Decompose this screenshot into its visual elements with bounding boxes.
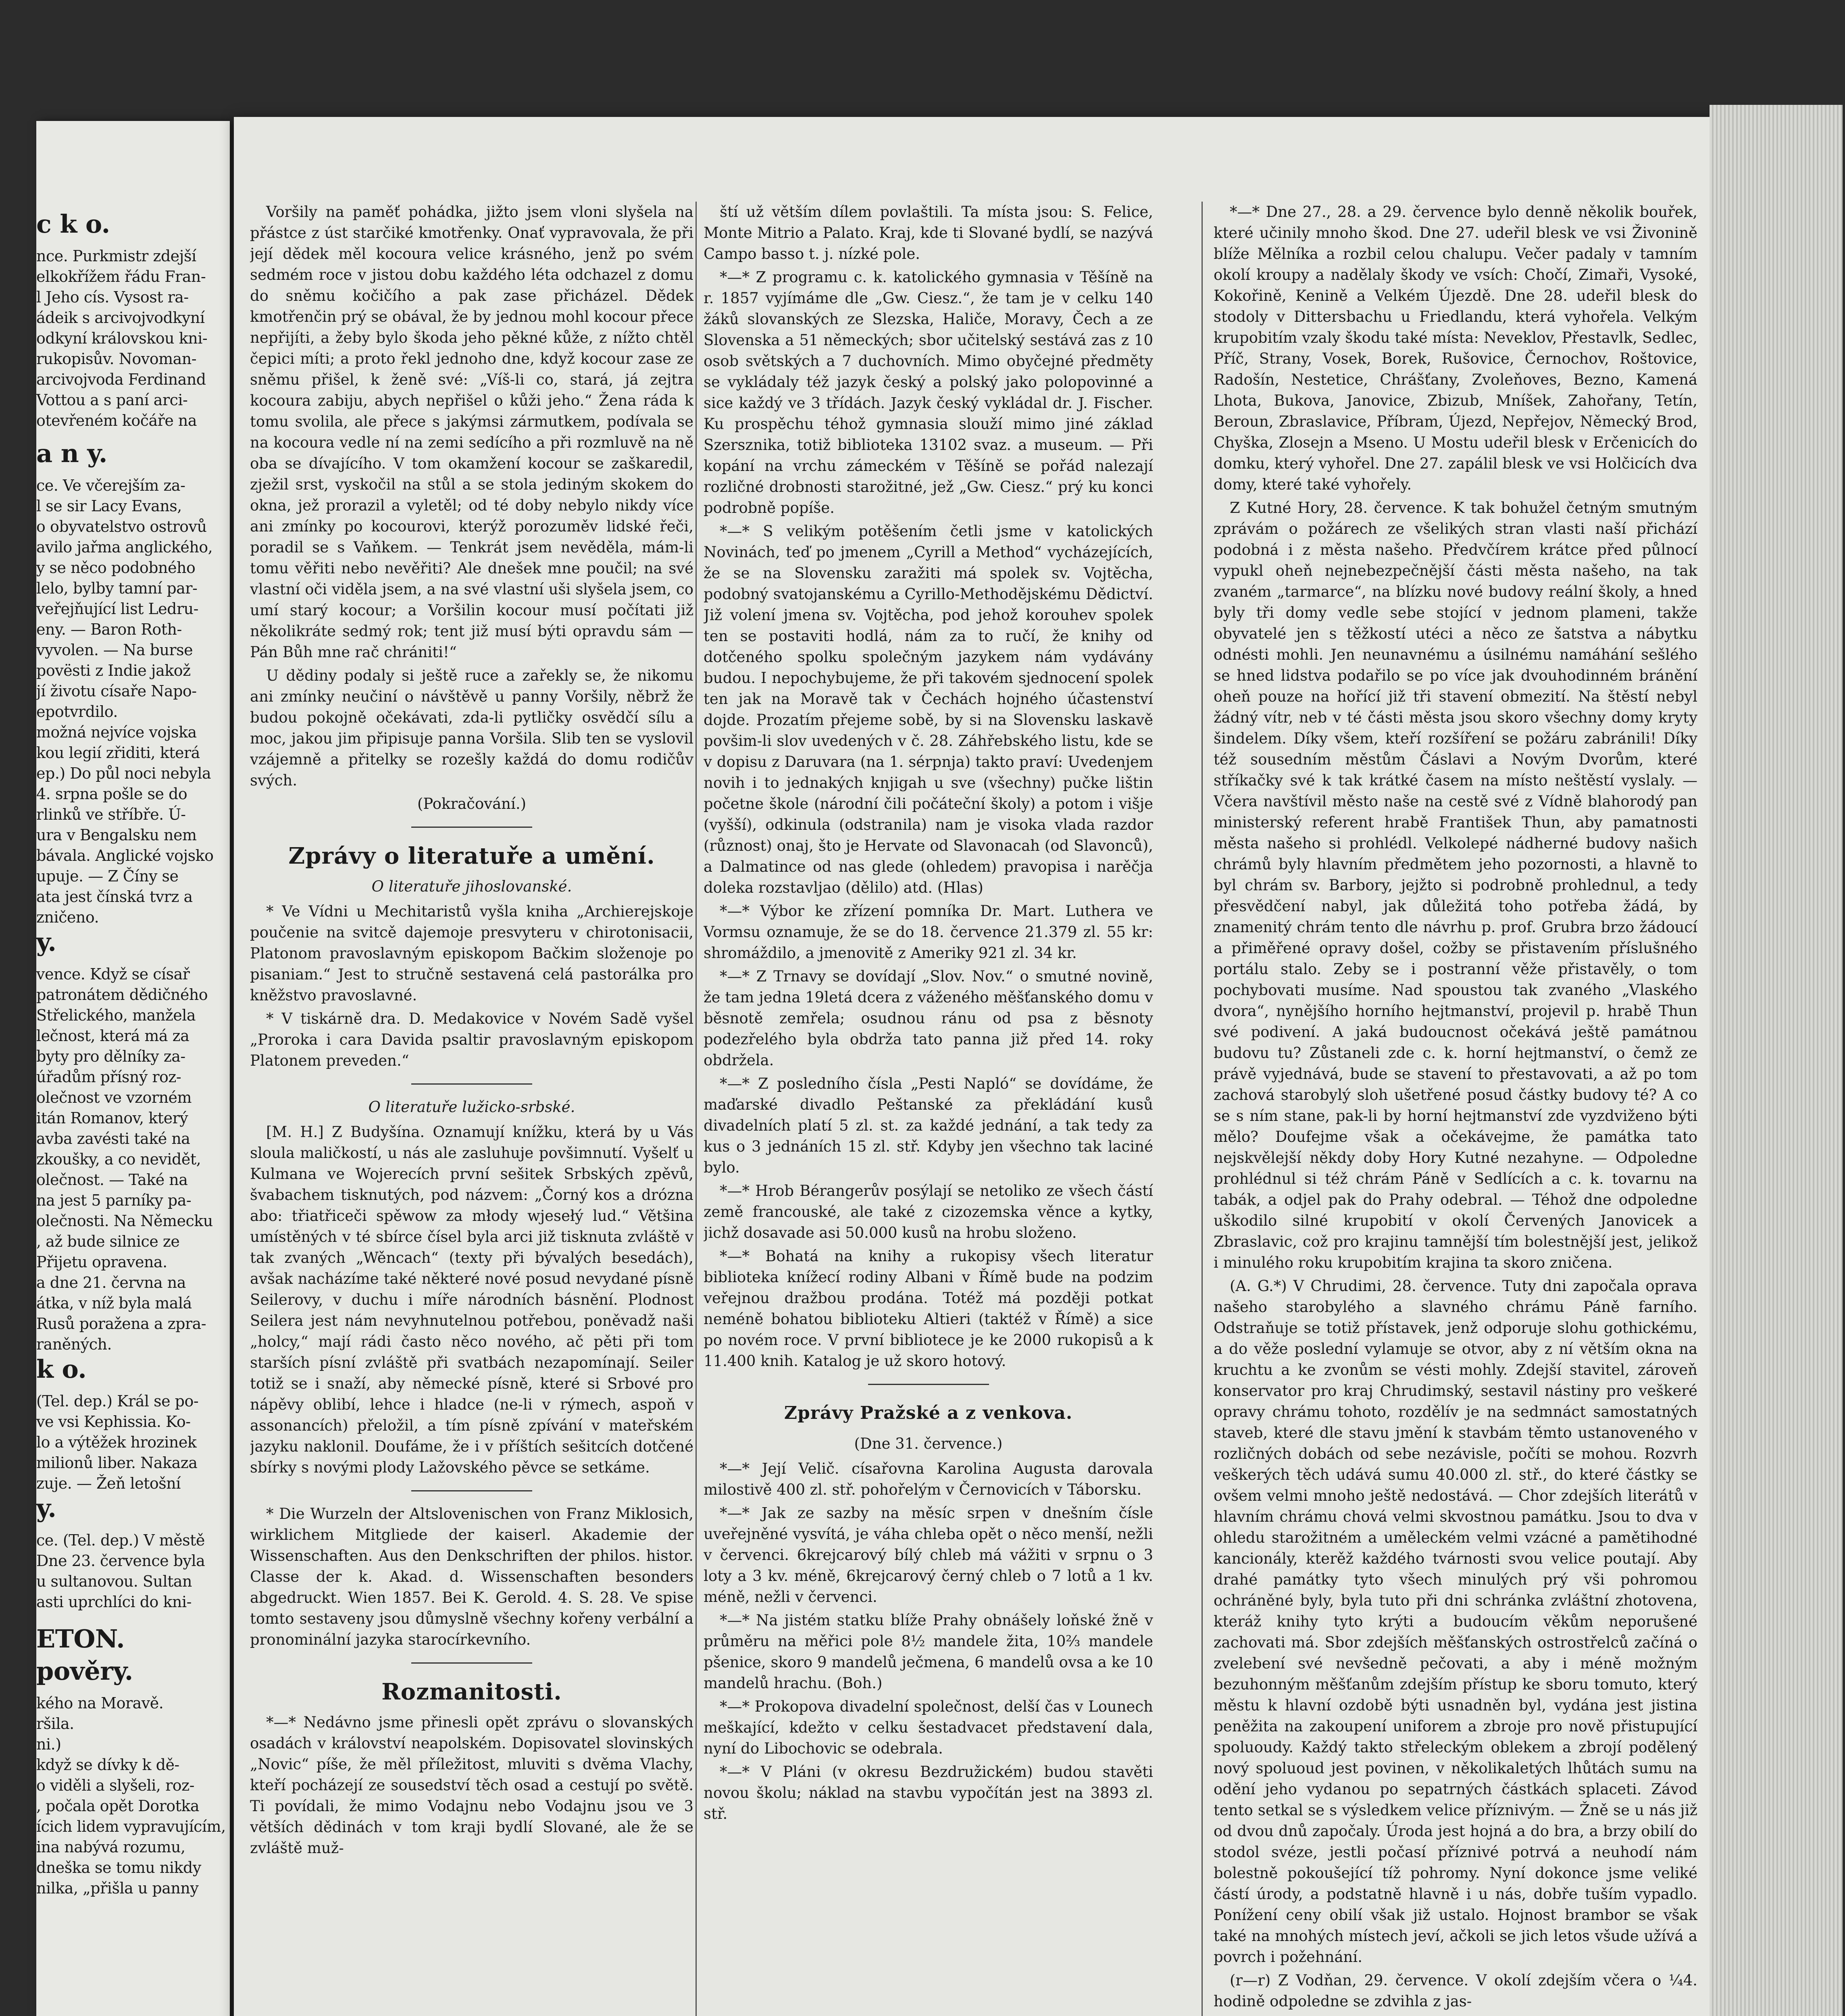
section-heading: c k o. xyxy=(36,209,110,239)
text-line: u sultanovou. Sultan xyxy=(36,1572,192,1590)
text-line: patronátem dědičného xyxy=(36,986,208,1004)
literature-heading: Zprávy o literatuře a umění. xyxy=(288,843,655,869)
text-line: lo a výtěžek hrozinek xyxy=(36,1433,197,1451)
literature-subheading-2: O literatuře lužicko-srbské. xyxy=(368,1098,575,1116)
text-line: asti uprchlíci do kni- xyxy=(36,1593,192,1611)
divider xyxy=(411,1083,532,1085)
text-line: úřadům přísný roz- xyxy=(36,1068,181,1086)
text-line: Vottou a s paní arci- xyxy=(36,391,188,409)
text-line: avba zavésti také na xyxy=(36,1130,190,1148)
text-line: Střelického, manžela xyxy=(36,1006,196,1024)
text-line: rlinků ve stříbře. Ú- xyxy=(36,806,186,823)
text-line: Dne 23. července byla xyxy=(36,1552,205,1570)
news-paragraph: *—* Bohatá na knihy a rukopisy všech literatur biblioteka knížecí rodiny Albani v Římě bude na podzim veřejnou dražbou prodána. Totéž má později potkat neméně bohatou biblioteku Altieri (taktéž v Římě) a sice po novém roce. V první bibliotece je ke 2000 rukopisů a k 11.400 knih. Katalog je už skoro hotový. xyxy=(704,1248,1153,1370)
news-paragraph: (A. G.*) V Chrudimi, 28. července. Tuty dni započala oprava našeho starobylého a slavného chrámu Páně farního. Odstraňuje se totiž přístavek, jenž odporuje slohu gothickému, a do věže poslední vylamuje se otvor, aby z ní větším okna na kruchtu a ke zvonům se vésti mohly. Zdejší stavitel, zároveň konservator pro kraj Chrudimský, sestavil nástiny pro veškeré opravy chrámu tohoto, rozdělív je na sedmnáct samostatných staveb, které dle stavu jmění k stavbám těmto ustanoveného v rozličných dobách od sebe nezávisle, počíti se mohou. Rozvrh veškerých těch udává sumu 40.000 zl. stř., do které částky se ovšem velmi mnoho ještě nedostává. — Chor zdejších literátů v hlavním chrámu chová velmi skvostnou památku. Jsou to dva v ohledu starožitném a uměleckém velmi vzácné a pamětihodné kancionály, kterěž každého tvárnosti svou velice poutají. Aby drahé památky tyto všech minulých prý vši pohromou ochráněné byly, byla tuto při dni schránka zvláštní zhotovena, kteráž knihy tyto krýti a budoucím věkům neporušené zachovati má. Sbor zdejších měšťanských ostrostřelců začíná o zvelebení své nevšedně pečovati, a aby i méně možným bezuhonným měšťanům zdejším přístup ke sboru tomuto, který městu k hlavní ozdobě býti usnadněn byl, vydána jest jistina peněžita na zakoupení uniforem a zbroje pro nově přistupující spoluoudy. Každý takto střeleckým oblekem a zbrojí podělený nový spoluoud jest povinen, v několikaletých lhůtách sumu na odění jeho vydanou po sepatrných částkách splaceti. Závod tento setkal se s výsledkem velice příznivým. — Žně se u nás již od dvou dnů započaly. Úroda jest hojná a do bra, a brzy obilí do stodol svéze, jestli počasí příznivé potrvá a neuhodí nám bolestně pokoušející tíž pohromy. Nyní dokonce jsme veliké částí úrody, a podstatně hlavně i u nás, dobře tuším vypadlo. Ponížení ceny obilí však již ustalo. Hojnost brambor se však také na mnohých místech jeví, ačkoli se jich letos všude užívá a povrch i požehnání. xyxy=(1214,1277,1697,1966)
news-paragraph: *—* Výbor ke zřízení pomníka Dr. Mart. Luthera ve Vormsu oznamuje, že se do 18. července 21.379 zl. 55 kr: shromáždilo, a jmenovitě z Ameriky 921 zl. 34 kr. xyxy=(704,902,1153,962)
text-line: 4. srpna pošle se do xyxy=(36,785,187,803)
text-line: ce. (Tel. dep.) V městě xyxy=(36,1531,205,1549)
literature-paragraph: [M. H.] Z Budyšína. Oznamují knížku, která by u Vás sloula maličkostí, u nás ale zasluhuje povšimnutí. Vyšelť u Kulmana ve Wojerecích první sešitek Srbských zpěvů, švabachem tisknutých, pod názvem: „Čorný kos a drózna abo: třiatřiceči spěwow za młody wjesełý lud.“ Většina umístěných v té sbírce čísel byla arci již tisknuta zvláště v tak zvaných „Wěncach“ (texty při bývalých besedách), avšak nacházíme také některé nové posud nevydané písně Seilerovy, v duchu i míře národních básnění. Plodnost Seilera jest nám nevyhnutelnou potřebou, poněvadž naši „holcy,“ mají rádi často něco nového, ač pěti při tom starších písní zvláště při svatbách nezapomínají. Seiler totiž se i snaží, aby německé písně, které si Srbové pro nápěvy oblibí, lehce i hladce (ne-li v rýmech, aspoň v assonancích) přeložil, a tím písně zpívání v mateřském jazyku naklonil. Doufáme, že i v příštích sešitcích dotčené sbírky s novými plody Lažovského pěvce se setkáme. xyxy=(250,1123,693,1476)
news-paragraph: (r—r) Z Vodňan, 29. července. V okolí zdejším včera o ¼4. hodině odpoledne se zdvihla z jas- xyxy=(1214,1972,1697,2010)
literature-subheading-1: O literatuře jihoslovanské. xyxy=(371,878,572,895)
text-line: povësti z Indie jakož xyxy=(36,662,191,679)
literature-paragraph: * V tiskárně dra. D. Medakovice v Novém Sadě vyšel „Proroka i cara Davida psaltir pravoslavným episkopom Platonem preveden.“ xyxy=(250,1010,693,1069)
text-line: vence. Když se císař xyxy=(36,965,190,983)
column-rule xyxy=(696,202,697,2016)
text-line: o viděli a slyšeli, roz- xyxy=(36,1776,194,1794)
text-line: ršila. xyxy=(36,1715,74,1733)
feuilleton-heading: ETON. xyxy=(36,1624,125,1654)
misc-paragraph: *—* Nedávno jsme přinesli opět zprávu o slovanských osadách v království neapolském. Dopisovatel slovinských „Novic“ píše, že měl příležitost, mluviti s dvěma Vlachy, kteří pocházejí ze sousedství těch osad a cestují po světě. Ti povídali, že mimo Vodajnu nebo Vodajnu jsou ve 3 větších dědinách v tom kraji bydlí Slované, ale že se zvláště muž- xyxy=(250,1714,693,1857)
text-line: milionů liber. Nakaza xyxy=(36,1454,198,1472)
feuilleton-subheading: pověry. xyxy=(36,1656,133,1686)
text-line: bávala. Anglické vojsko xyxy=(36,847,214,864)
news-date: (Dne 31. července.) xyxy=(854,1435,1003,1452)
text-line: dneška se tomu nikdy xyxy=(36,1859,201,1876)
feuilleton-paragraph: Voršily na paměť pohádka, jižto jsem vloni slyšela na přástce z úst starčiké kmotřenky. Onať vypravovala, že při její dědek měl kocoura velice krásného, jenž po svém sedmém roce v jistou dobu každého léta odchazel z domu do sněmu kočičího a pak zase přicházel. Dědek kmotřenčin prý se obával, že by jednou mohl kocour přece nepřijíti, a žeby bylo škoda jeho pěkné kůže, z nížto chtěl čepici míti; a proto řekl jednoho dne, když kocour zase ze sněmu přišel, k ženě své: „Víš-li co, stará, já zejtra kocoura zabiju, abych nepřišel o kůži jeho.“ Žena ráda k tomu svolila, ale přece s jakýmsi zármutkem, podívala se na kocoura vedle ní na zemi sedícího a při rozmluvě na ně oba se dívajícího. V tom okamžení kocour se zaškaredil, zježil srst, vyskočil na stůl a se stola jediným skokem do okna, jež prorazil a vyletěl; od té doby nebylo nikdy více ani zmínky po kocourovi, kterýž porozuměv lidské řeči, poradil se s Vaňkem. — Tenkrát jsem nevěděla, mám-li tomu věřiti nebo nevěřiti? Ale dnešek mne poučil; na své vlastní oči viděla jsem, a na své vlastní uši slyšela jsem, co umí starý kocour; a Voršilin kocour musí počítati již několikráte sedmý rok; tent již musí býti opravdu sám — Pán Bůh mne rač chrániti!“ xyxy=(250,203,693,661)
section-heading: y. xyxy=(36,1493,56,1523)
text-line: arcivojvoda Ferdinand xyxy=(36,371,206,388)
text-line: avilo jařma anglického, xyxy=(36,538,213,556)
text-line: veřejňující list Ledru- xyxy=(36,600,198,618)
text-line: zničeno. xyxy=(36,908,99,926)
text-line: , až bude silnice ze xyxy=(36,1233,180,1250)
text-line: , počala opět Dorotka xyxy=(36,1797,200,1815)
text-line: itán Romanov, který xyxy=(36,1109,188,1127)
text-line: rukopisův. Novoman- xyxy=(36,350,197,368)
section-heading: y. xyxy=(36,927,56,957)
text-line: odkyní královskou kni- xyxy=(36,329,208,347)
text-line: ícich lidem vypravujícím, xyxy=(36,1818,226,1835)
text-line: epotvrdilo. xyxy=(36,703,118,721)
continued-note: (Pokračování.) xyxy=(417,795,527,812)
text-line: lečnost, která má za xyxy=(36,1027,189,1045)
text-line: nilka, „přišla u panny xyxy=(36,1879,199,1897)
text-line: jí životu císaře Napo- xyxy=(36,682,197,700)
section-heading: k o. xyxy=(36,1354,87,1384)
news-paragraph: *—* Z programu c. k. katolického gymnasia v Těšíně na r. 1857 vyjímáme dle „Gw. Ciesz.“, že tam je v celku 140 žáků slovanských ze Slezska, Haliče, Moravy, Čech a ze Slovenska a 51 německých; sbor učitelský sestává zas z 10 osob světských a 7 duchovních. Mimo obyčejné předměty se vykládaly též jazyk český a polský jako polopovinné a sice každý ve 3 třídách. Jazyk český vykládal dr. J. Fischer. Ku prospěchu téhož gymnasia slouží mimo jiné základ Szersznika, totiž biblioteka 13102 svaz. a museum. — Při kopání na vrchu zámeckém v Těšíně se pořád nalezají rozličné drobnosti starožitné, jež „Gw. Ciesz.“ prý ku konci podrobně popíše. xyxy=(704,269,1153,516)
divider xyxy=(411,827,532,828)
text-line: raněných. xyxy=(36,1335,112,1353)
misc-heading: Rozmanitosti. xyxy=(381,1679,562,1705)
text-line: l se sir Lacy Evans, xyxy=(36,497,182,515)
news-paragraph: ští už větším dílem povlaštili. Ta místa jsou: S. Felice, Monte Mitrio a Palato. Kraj, kde ti Slované bydlí, se nazývá Campo basso t. j. nízké pole. xyxy=(704,203,1153,262)
feuilleton-paragraph: U dědiny podaly si ještě ruce a zařekly se, že nikomu ani zmínky neučiní o návštěvě u panny Voršily, něbrž že budou pokojně očekávati, zda-li pytličky osvědčí sílu a moc, jakou jim připisuje panna Voršila. Slib ten se vyslovil vzájemně a přitelky se rozešly každá do domu rodičův svých. xyxy=(250,667,693,789)
literature-paragraph: * Die Wurzeln der Altslovenischen von Franz Miklosich, wirklichem Mitgliede der kaiserl. Akademie der Wissenschaften. Aus den Denkschriften der philos. histor. Classe der k. Akad. d. Wissenschaften besonders abgedruckt. Wien 1857. Bei K. Gerold. 4. S. 28. Ve spise tomto sestaveny jsou důmyslně všechny kořeny verbální a pronominální jazyka starocírkevního. xyxy=(250,1505,693,1648)
news-heading: Zprávy Pražské a z venkova. xyxy=(784,1403,1073,1423)
text-line: l Jeho cís. Vysost ra- xyxy=(36,288,189,306)
text-line: nce. Purkmistr zdejší xyxy=(36,247,196,265)
news-paragraph: *—* Prokopova divadelní společnost, delší čas v Lounech meškající, kdežto v celku šestadvacet představení dala, nyní do Libochovic se odebrala. xyxy=(704,1698,1153,1757)
text-line: eny. — Baron Roth- xyxy=(36,621,182,638)
column-rule xyxy=(1202,202,1203,2016)
column-3 xyxy=(1214,202,1697,2016)
left-page-fragment xyxy=(36,121,230,2016)
news-paragraph: *—* Z posledního čísla „Pesti Napló“ se dovídáme, že maďarské divadlo Peštanské za překládání kusů divadelních platí 5 zl. st. za každé jednání, a tak tedy za kus o 3 jednáních 15 zl. stř. Kdyby jen všechno tak laciné bylo. xyxy=(704,1075,1153,1176)
text-line: možná nejvíce vojska xyxy=(36,723,197,741)
news-paragraph: *—* Její Velič. císařovna Karolina Augusta darovala milostivě 400 zl. stř. pohořelým v Černovicích v Táborsku. xyxy=(704,1460,1153,1498)
text-line: ina nabývá rozumu, xyxy=(36,1838,185,1856)
text-line: ata jest čínská tvrz a xyxy=(36,888,193,906)
text-line: Přijetu opravena. xyxy=(36,1253,167,1271)
page-edge-stack xyxy=(1710,105,1843,2016)
text-line: olečnost ve vzorném xyxy=(36,1089,192,1106)
text-line: když se dívky k dě- xyxy=(36,1756,179,1774)
divider xyxy=(411,1662,532,1664)
text-line: (Tel. dep.) Král se po- xyxy=(36,1392,199,1410)
news-paragraph: *—* Z Trnavy se dovídají „Slov. Nov.“ o smutné novině, že tam jedna 19letá dcera z váženého měšťanského domu v běsnotě zemřela; osudnou ránu od psa z běsnoty podezřelého byla obdrža tato panna již před 14. roky obdržela. xyxy=(704,968,1153,1069)
news-paragraph: Z Kutné Hory, 28. července. K tak bohužel četným smutným zprávám o požárech ze všelikých stran vlasti naší přichází podobná i z města našeho. Předvčírem krátce před půlnocí vypukl oheň nejnebezpečnější části města našeho, na tak zvaném „tarmarce“, na blízku nové budovy reální školy, a hned byly tři domy vedle sebe stojící v jednom plameni, takže obyvatelé jen s těžkostí utéci a něco ze šatstva a nábytku odnésti mohli. Jen neunavnému a úsilnému namáhání sešlého se hned lidstva podařilo se po více jak dvouhodinném bránění oheň pouze na hořící již tři stavení obmezití. Na štěstí nebyl žádný vítr, neb v té části města jsou skoro všechny domy kryty šindelem. Díky všem, kteří rozšíření se požáru zabránili! Díky též sousedním městům Čáslavi a Novým Dvorům, které stříkačky své k tak krátké časem na místo neštěstí vyslaly. — Včera navštívil město naše na cestě své z Vídně blahorodý pan ministerský referent hrabě František Thun, aby pamatnosti města našeho si prohlédl. Velkolepé nádherné budovy našich chrámů byly hlavním předmětem jeho pozornosti, a hlavně to byl chrám sv. Barbory, jejžto si podrobně prohlednul, a tedy přesvědčení nabyl, jak důležitá toho potřeba žádá, by znamenitý chrám tento dle návrhu p. prof. Grubra brzo žádoucí a přiměřené opravy došel, cožby se přistavením příslušného portálu stalo. Zeby se i postranní věže přistavěly, o tom pochybovati musíme. Nad spoustou tak zvaného „Vlaského dvora“, nynějšího horního hejtmanství, projevil p. hrabě Thun své podivení. A jaká budoucnost očekává ještě památnou budovu tu? Zůstaneli zde c. k. horní hejtmanství, o čemž ze právě vyjednává, bude se stavení to přestavovati, a až po tom zachová starobylý sloh ušetřené posud částky budovy té? A co se s ním stane, pak-li by horní hejtmanství zde vyzdviženo býti mělo? Doufejme však a očekávejme, že památka tato nejskvělejší někdy doby Hory Kutné nezahyne. — Odpoledne prohlédnul si též chrám Páně v Sedlících a c. k. tovarnu na tabák, a odjel pak do Prahy odebral. — Téhož dne odpoledne uškodilo silné krupobití v okolí Červených Janovicek a Zbraslavic, což pro krajinu tamnější tím bolestnější jest, jelikož i minulého roku krupobitím krajina ta skoro zničena. xyxy=(1214,499,1697,1271)
news-paragraph: *—* Jak ze sazby na měsíc srpen v dnešním čísle uveřejněné vysvítá, je váha chleba opět o něco menší, nežli v červenci. 6krejcarový bílý chleb má vážiti v srpnu o 3 loty a 3 kv. méně, 6krejcarový černý chleb o 7 lotů a 1 kv. méně, nežli v červenci. xyxy=(704,1504,1153,1606)
news-paragraph: *—* Hrob Bérangerův posýlají se netoliko ze všech částí země francouské, ale také z cizozemska věnce a kytky, jichž dosavade asi 50.000 kusů na hrobu složeno. xyxy=(704,1182,1153,1241)
text-line: kou legií zřiditi, která xyxy=(36,744,200,762)
divider xyxy=(411,1490,532,1491)
news-paragraph: *—* Dne 27., 28. a 29. července bylo denně několik bouřek, které učinily mnoho škod. Dne 27. udeřil blesk ve vsi Živonině blíže Mělníka a rozbil celou chalupu. Večer padaly v tamním okolí kroupy a nadělaly škody ve vsích: Chočí, Zimaři, Vysoké, Kokořině, Kenině a Velkém Újezdě. Dne 28. udeřil blesk do stodoly v Dittersbachu u Friedlandu, která vyhořela. Velkým krupobitím vzaly škodu také místa: Neveklov, Přestavlk, Sedlec, Příč, Strany, Vosek, Borek, Rušovice, Černochov, Roštovice, Radošín, Nestetice, Chrášťany, Zvoleňoves, Bezno, Kamená Lhota, Bukova, Janovice, Zbizub, Mníšek, Zahořany, Tetín, Beroun, Zbraslavice, Příbram, Újezd, Nepřejov, Německý Brod, Chyška, Zlosejn a Mseno. U Mostu udeřil blesk v Erčenicích do domku, který vyhořel. Dne 27. zapálil blesk ve vsi Holčicích dva domy, které také vyhořely. xyxy=(1214,203,1697,493)
text-line: olečnosti. Na Německu xyxy=(36,1212,213,1230)
literature-paragraph: * Ve Vídni u Mechitaristů vyšla kniha „Archierejskoje poučenie na svitcě dajemoje presvyteru v chirotonisacii, Platonom pravoslavným episkopom Bačkim složenoje po pisaniam.“ Jest to stručně sestavená celá pastorálka pro kněžstvo pravoslavné. xyxy=(250,903,693,1004)
news-paragraph: *—* V Pláni (v okresu Bezdružickém) budou stavěti novou školu; náklad na stavbu vypočítán jest na 3893 zl. stř. xyxy=(704,1763,1153,1822)
text-line: a dne 21. června na xyxy=(36,1274,186,1291)
text-line: átka, v níž byla malá xyxy=(36,1294,192,1312)
text-line: elkokřížem řádu Fran- xyxy=(36,268,206,285)
column-2 xyxy=(704,202,1153,2016)
divider xyxy=(868,1384,989,1385)
text-line: zkoušky, a co nevidět, xyxy=(36,1150,201,1168)
text-line: ve vsi Kephissia. Ko- xyxy=(36,1413,191,1431)
text-line: otevřeném kočáře na xyxy=(36,412,197,429)
text-line: olečnost. — Také na xyxy=(36,1171,188,1189)
text-line: zuje. — Žeň letošní xyxy=(36,1475,181,1492)
text-line: vyvolen. — Na burse xyxy=(36,641,193,659)
section-heading: a n y. xyxy=(36,439,107,468)
text-line: ádeik s arcivojvodkyní xyxy=(36,309,205,327)
text-line: byty pro dělníky za- xyxy=(36,1048,185,1065)
text-line: ni.) xyxy=(36,1735,61,1753)
column-1 xyxy=(250,202,693,2016)
news-paragraph: *—* S velikým potěšením četli jsme v katolických Novinách, teď po jmenem „Cyrill a Method“ vycházejících, že se na Slovensku zaražiti má spolek sv. Vojtěcha, podobný svatojanskému a Cyrillo-Methodějskému Dědictví. Již volení jmena sv. Vojtěcha, pod jehož korouhev spolek ten se postaviti hodlá, nám za to ručí, že knihy od dotčeného spolku společným jazykem nám vydávány budou. I nepochybujeme, že při takovém sjednocení spolek ten jak na Moravě tak v Čechách hojného účastenství dojde. Prozatím přejeme sobě, by si na Slovensku laskavě povšim-li slov uvedených v č. 28. Záhřebského listu, kde se v dopisu z Daruvara (na 1. sérpnja) takto praví: Uvedenjem novih i to jednakých knjigah u sve (všechny) pučke lištin početne škole (národní čili počáteční školy) a potom i višje (vyšší), odkinula (odstranila) nam je visoka vlada razdor (různost) onaj, što je Hervate od Slavonacah (od Slavonců), a Dalmatince od nas glede (ohledem) pravopisa i narěčja doleka rozstavljao (dělilo) atd. (Hlas) xyxy=(704,523,1153,896)
text-line: na jest 5 parníky pa- xyxy=(36,1191,192,1209)
text-line: ura v Bengalsku nem xyxy=(36,826,197,844)
text-line: kého na Moravě. xyxy=(36,1694,164,1712)
text-line: ce. Ve včerejším za- xyxy=(36,477,185,494)
text-line: Rusů poražena a zpra- xyxy=(36,1315,206,1333)
news-paragraph: *—* Na jistém statku blíže Prahy obnášely loňské žně v průměru na měřici pole 8½ mandele žita, 10⅔ mandele pšenice, skoro 9 mandelů ječmena, 6 mandelů ovsa a ke 10 mandelů hrachu. (Boh.) xyxy=(704,1612,1153,1692)
text-line: y se něco podobného xyxy=(36,559,196,577)
text-line: o obyvatelstvo ostrovů xyxy=(36,518,207,535)
text-line: upuje. — Z Číny se xyxy=(36,867,179,885)
text-line: lelo, bylby tamní par- xyxy=(36,579,198,597)
text-line: ep.) Do půl noci nebyla xyxy=(36,764,211,782)
